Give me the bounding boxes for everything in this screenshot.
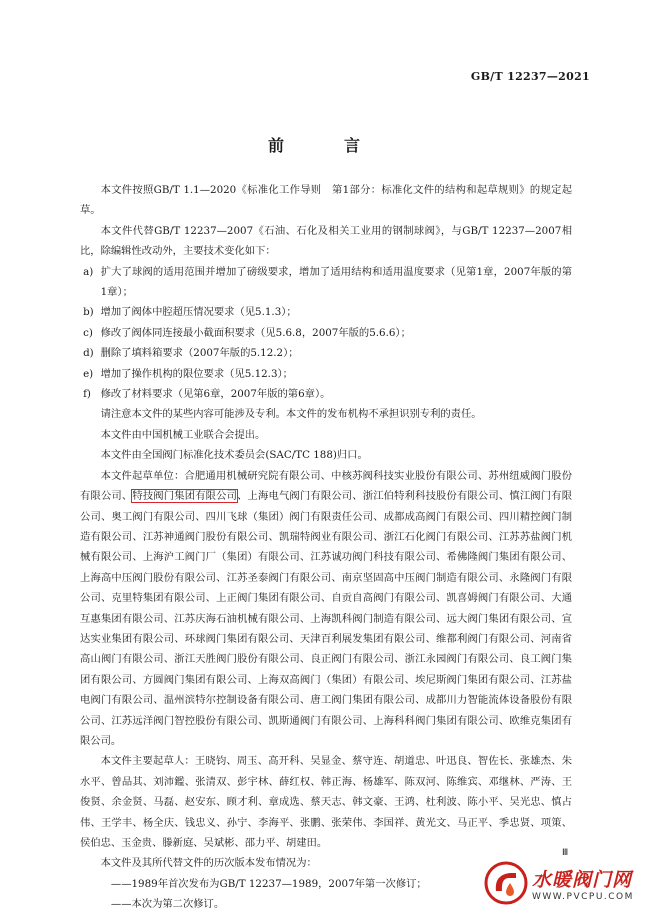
list-item-text: 删除了填料箱要求（2007年版的5.12.2）；: [100, 347, 299, 360]
committee-note: 本文件由全国阀门标准化技术委员会(SAC/TC 188)归口。: [100, 449, 368, 462]
list-item: [80, 323, 572, 343]
watermark-name: 水暖阀门网: [532, 868, 633, 891]
changes-list: [80, 262, 572, 405]
list-item-label: a): [83, 265, 94, 278]
patent-note: 请注意本文件的某些内容可能涉及专利。本文件的发布机构不承担识别专利的责任。: [100, 408, 482, 421]
list-item: [80, 364, 572, 384]
list-item: [80, 302, 572, 322]
drafters: 本文件主要起草人：王晓钧、周玉、高开科、吴显金、蔡守连、胡道忠、叶迅良、智佐长、张雄杰、朱水平、曾品其、刘沛鑑、张清双、彭宇林、薛红权、韩正海、杨雄军、陈双河、陈维宾、邓继林、严涛、王俊贤、余金贤、马磊、赵安东、顾才利、章成选、蔡天志、韩文豪、王鸿、杜利波、陈小平、吴光忠、慎占伟、王学丰、杨全庆、钱忠义、孙宁、李海平、张鹏、张荣伟、李国祥、黄光文、马正平、季忠贤、项策、侯伯忠、玉金贵、滕新庭、吴斌彬、邵力平、胡建田。: [80, 755, 572, 849]
list-item: [80, 343, 572, 363]
history-item: ——1989年首次发布为GB/T 12237—1989，2007年第一次修订；: [110, 877, 427, 890]
intro-paragraph: 本文件代替GB/T 12237—2007《石油、石化及相关工业用的钢制球阀》，与GB/T 12237—2007相比，除编辑性改动外，主要技术变化如下：: [80, 224, 572, 258]
history-item: ——本次为第二次修订。: [110, 898, 225, 911]
document-body: [80, 180, 572, 915]
list-item-text: 增加了阀体中腔超压情况要求（见5.1.3）；: [100, 306, 297, 319]
list-item-text: 增加了操作机构的限位要求（见5.12.3）；: [100, 367, 293, 380]
standard-code: GB/T 12237—2021: [470, 70, 590, 83]
list-item-label: f): [83, 388, 91, 401]
list-item: [80, 384, 572, 404]
list-item-label: d): [83, 347, 94, 360]
list-item-label: c): [83, 326, 93, 339]
watermark-logo: [484, 860, 636, 906]
list-item: [80, 262, 572, 303]
proposer-note: 本文件由中国机械工业联合会提出。: [100, 428, 266, 441]
page-title: 前 言: [267, 136, 382, 155]
drafting-units-before: 本文件起草单位：合肥通用机械研究院有限公司、中核苏阀科技实业股份有限公司、苏州纽威阀门股份有限公司、: [80, 469, 572, 503]
drafting-units-after: 、上海电气阀门有限公司、浙江伯特利科技股份有限公司、慎江阀门有限公司、奥工阀门有限公司、四川飞球（集团）阀门有限责任公司、成都成高阀门有限公司、四川精控阀门制造有限公司、江苏神通阀门股份有限公司、凯瑞特阀业有限公司、浙江石化阀门有限公司、江苏苏盐阀门机械有限公司、上海沪工阀门厂（集团）有限公司、江苏诚功阀门科技有限公司、希佛隆阀门集团有限公司、上海高中压阀门股份有限公司、江苏圣泰阀门有限公司、南京坚固高中压阀门制造有限公司、永隆阀门有限公司、克里特集团有限公司、上正阀门集团有限公司、自贡自高阀门有限公司、凯喜姆阀门有限公司、大通互惠集团有限公司、江苏庆海石油机械有限公司、上海凯科阀门制造有限公司、远大阀门集团有限公司、宣达实业集团有限公司、环球阀门集团有限公司、天津百利展发集团有限公司、维都利阀门有限公司、河南省高山阀门有限公司、浙江天胜阀门股份有限公司、良正阀门有限公司、浙江永园阀门有限公司、良工阀门集团有限公司、方圆阀门集团有限公司、上海双高阀门（集团）有限公司、埃尼斯阀门集团有限公司、江苏盐电阀门有限公司、温州滨特尔控制设备有限公司、唐工阀门集团有限公司、成都川力智能流体设备股份有限公司、江苏远洋阀门智控股份有限公司、凯斯通阀门有限公司、上海科科阀门集团有限公司、欧维克集团有限公司。: [80, 490, 572, 747]
page-number: Ⅲ: [562, 848, 569, 858]
list-item-label: b): [83, 306, 94, 319]
list-item-label: e): [83, 367, 94, 380]
drafting-units: [80, 466, 572, 752]
list-item-text: 修改了阀体同连接最小截面积要求（见5.6.8，2007年版的5.6.6）；: [100, 326, 411, 339]
list-item-text: 修改了材料要求（见第6章，2007年版的第6章）。: [100, 388, 331, 401]
list-item-text: 扩大了球阀的适用范围并增加了磅级要求，增加了适用结构和适用温度要求（见第1章，2007年版的第1章）；: [100, 265, 572, 299]
faucet-drop-icon: [484, 861, 528, 905]
intro-paragraph: 本文件按照GB/T 1.1—2020《标准化工作导则 第1部分：标准化文件的结构和起草规则》的规定起草。: [80, 184, 572, 217]
history-intro: 本文件及其所代替文件的历次版本发布情况为：: [100, 857, 317, 870]
watermark-url: WWW.PVCPU.COM: [532, 891, 634, 902]
highlighted-company: 特技阀门集团有限公司: [132, 490, 238, 503]
